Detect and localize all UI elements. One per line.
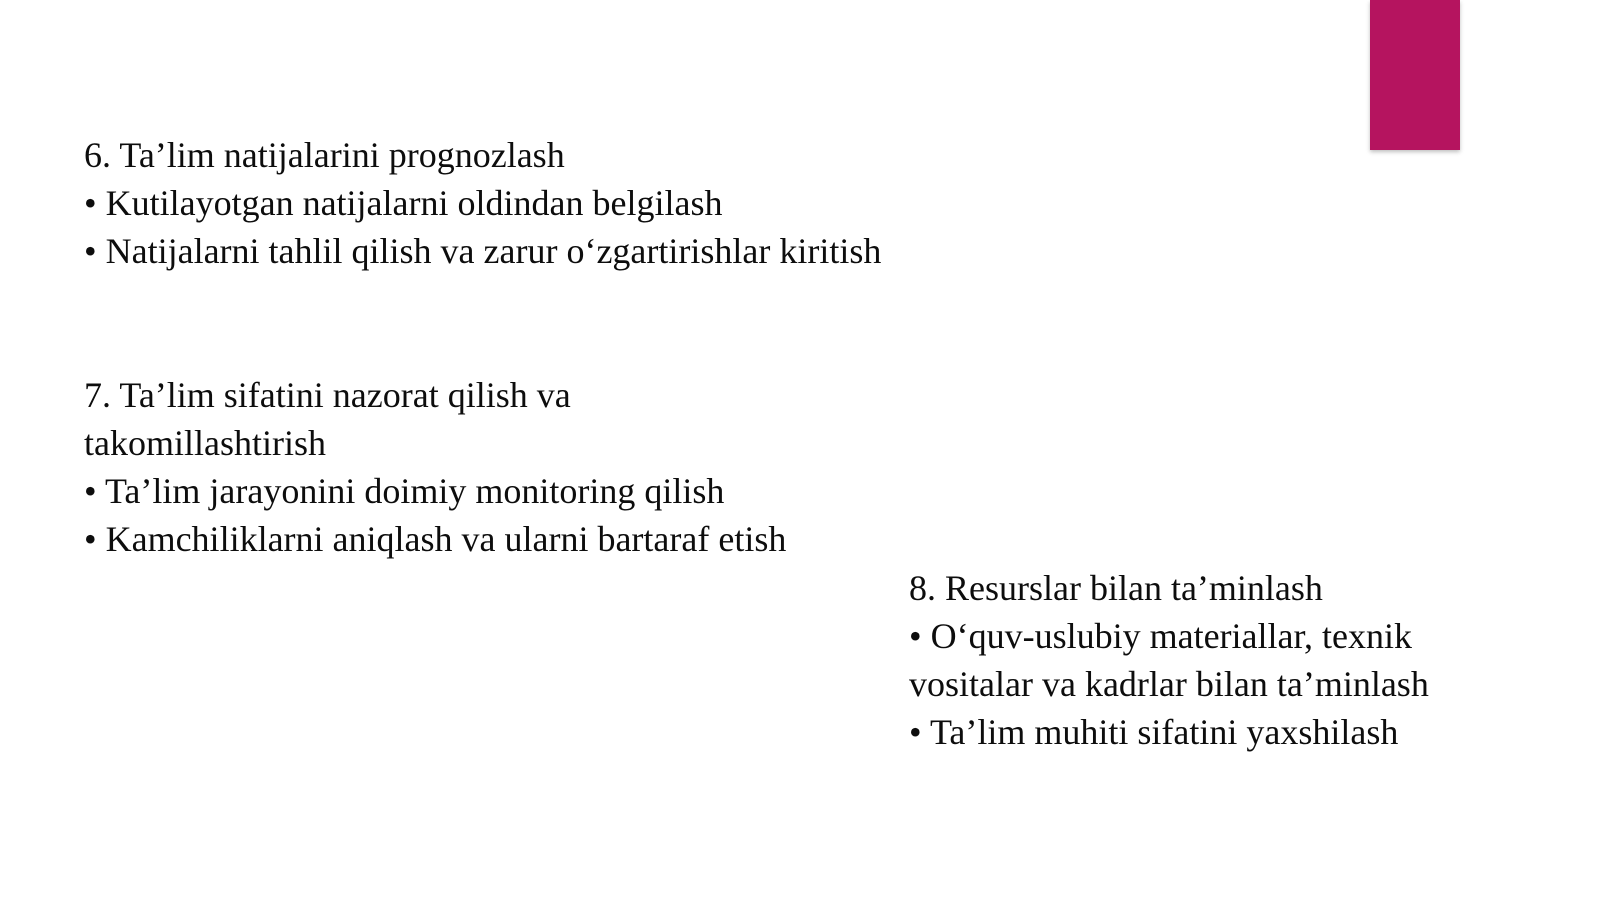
section-7-heading: 7. Ta’lim sifatini nazorat qilish va takomillashtirish	[84, 375, 571, 463]
section-7-bullet-1: • Ta’lim jarayonini doimiy monitoring qilish	[84, 471, 725, 511]
accent-bar	[1370, 0, 1460, 150]
section-6-bullet-2: • Natijalarni tahlil qilish va zarur o‘zgartirishlar kiritish	[84, 231, 882, 271]
section-6-bullet-1: • Kutilayotgan natijalarni oldindan belgilash	[84, 183, 723, 223]
section-6-heading: 6. Ta’lim natijalarini prognozlash	[84, 135, 565, 175]
section-7-bullet-2: • Kamchiliklarni aniqlash va ularni bartaraf etish	[84, 519, 787, 559]
section-7-block	[84, 371, 884, 563]
section-8-block	[909, 564, 1549, 756]
section-8-bullet-1: • O‘quv-uslubiy materiallar, texnik vositalar va kadrlar bilan ta’minlash	[909, 616, 1429, 704]
section-6-block	[84, 131, 884, 275]
section-8-heading: 8. Resurslar bilan ta’minlash	[909, 568, 1323, 608]
section-8-bullet-2: • Ta’lim muhiti sifatini yaxshilash	[909, 712, 1399, 752]
